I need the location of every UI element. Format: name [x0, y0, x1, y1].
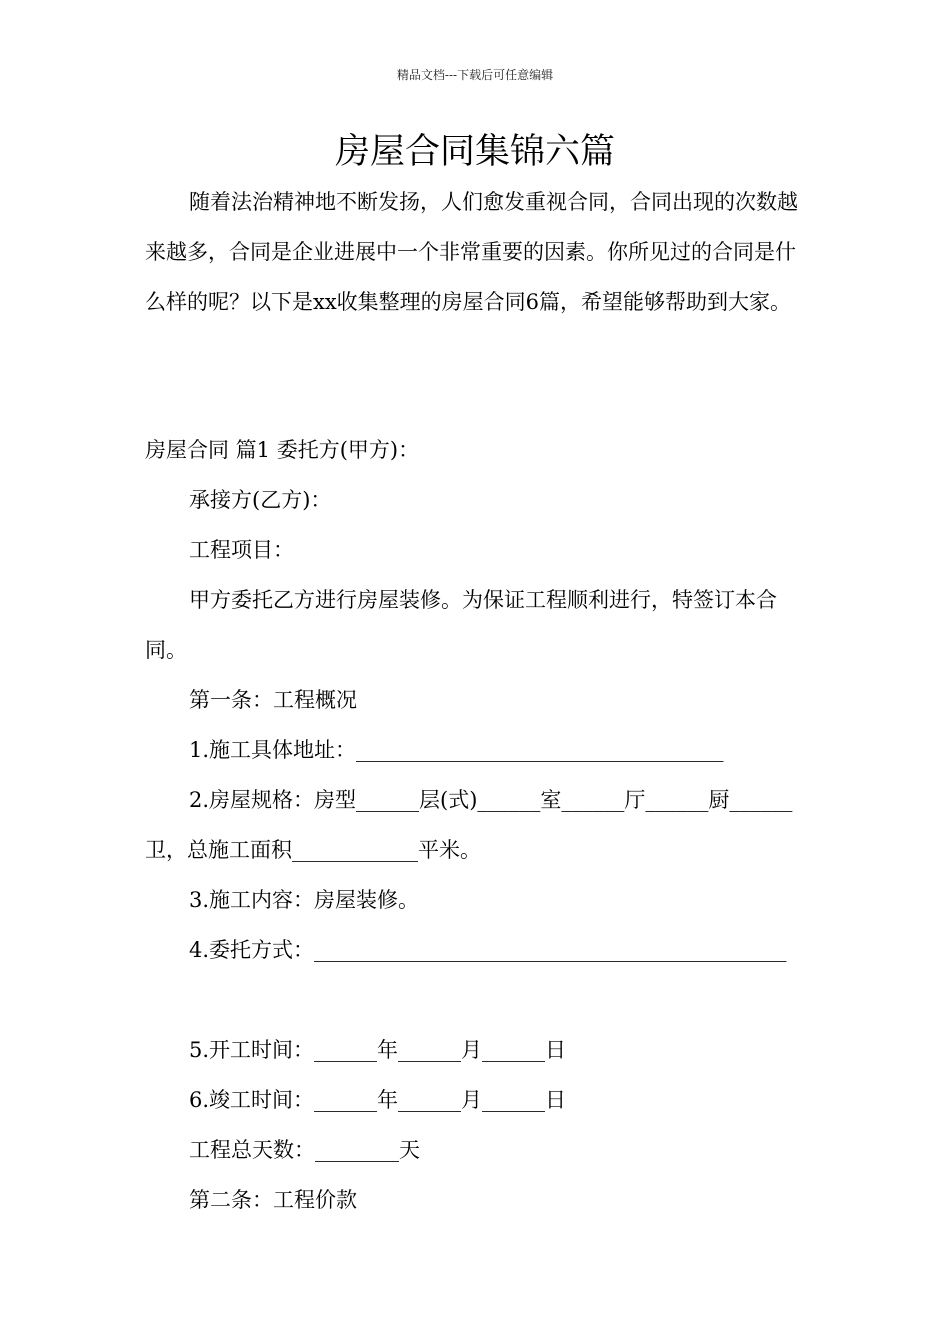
article-one-heading: 第一条：工程概况 — [189, 688, 357, 712]
work-content-line: 3.施工内容：房屋装修。 — [189, 888, 420, 912]
contractor-line: 承接方(乙方)： — [189, 488, 332, 512]
completion-time-line: 6.竣工时间：______年______月______日 — [189, 1088, 567, 1112]
project-line: 工程项目： — [189, 538, 294, 562]
commission-method-paragraph: 4.委托方式：_____________________________________________ — [189, 938, 787, 962]
page-header: 精品文档---下载后可任意编辑 — [396, 68, 554, 82]
house-spec-paragraph: 2.房屋规格：房型______层(式)______室______厅______厨______卫，总施工面积____________平米。 — [145, 788, 793, 862]
document-title: 房屋合同集锦六篇 — [334, 132, 615, 172]
start-time-line: 5.开工时间：______年______月______日 — [189, 1038, 567, 1062]
purpose-paragraph: 甲方委托乙方进行房屋装修。为保证工程顺利进行，特签订本合同。 — [145, 588, 777, 662]
total-days-line: 工程总天数：________天 — [189, 1138, 420, 1162]
intro-paragraph: 随着法治精神地不断发扬，人们愈发重视合同，合同出现的次数越来越多，合同是企业进展中一个非常重要的因素。你所见过的合同是什么样的呢？以下是xx收集整理的房屋合同6篇，希望能够帮助到大家。 — [145, 190, 798, 314]
address-line: 1.施工具体地址：___________________________________ — [189, 738, 724, 762]
contract-heading-line: 房屋合同 篇1 委托方(甲方)： — [145, 438, 420, 462]
article-two-heading: 第二条：工程价款 — [189, 1188, 357, 1212]
